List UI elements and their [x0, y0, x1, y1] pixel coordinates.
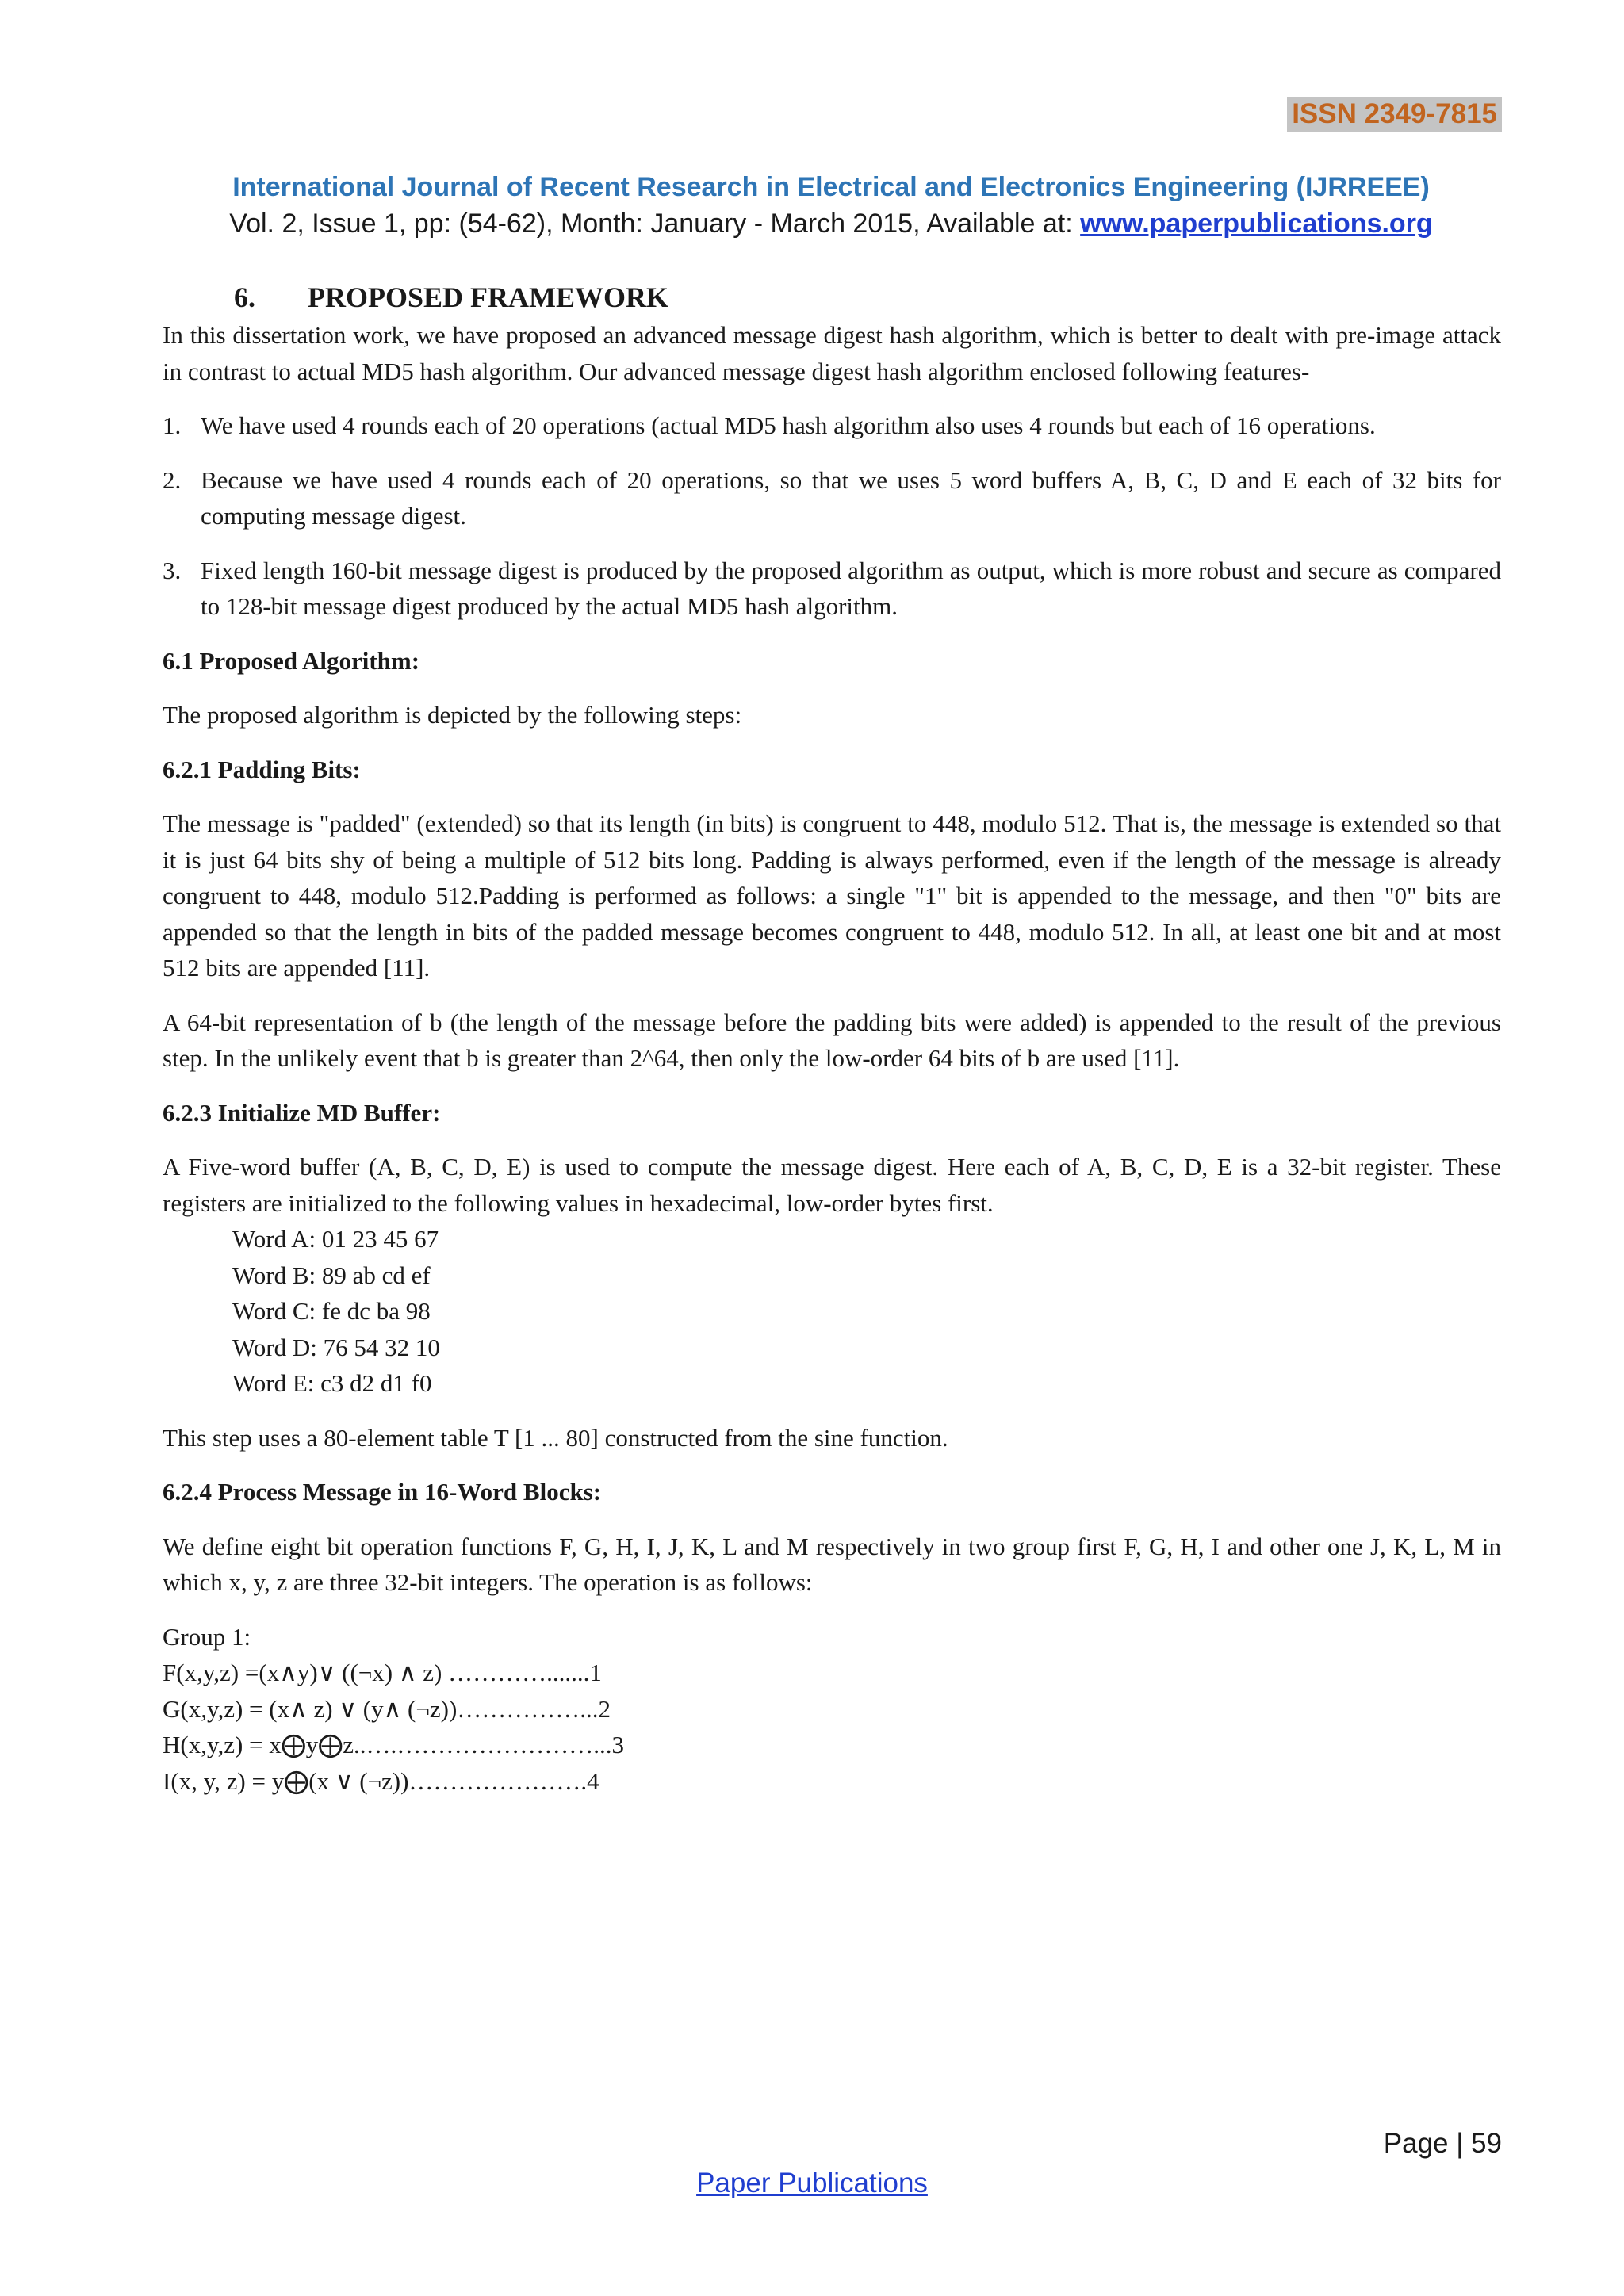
section-heading [163, 277, 1501, 317]
footer-publisher [0, 2166, 1624, 2201]
list-text: Because we have used 4 rounds each of 20 operations, so that we uses 5 word buffers A, B, C, D and E each of 32 bits for computing message digest. [201, 465, 1501, 530]
formula-g: G(x,y,z) = (x∧ z) ∨ (y∧ (¬z))……………...2 [163, 1694, 611, 1723]
padding-paragraph-2: A 64-bit representation of b (the length of the message before the padding bits were added) is appended to the result of the previous step. In the unlikely event that b is greater than 2^64, then only the low-order 64 bits of b are used [11]. [163, 1008, 1501, 1072]
buffer-intro: A Five-word buffer (A, B, C, D, E) is used to compute the message digest. Here each of A, B, C, D, E is a 32-bit register. These registers are initialized to the following values in hexadecimal, low-order bytes first. [163, 1153, 1501, 1217]
group-label: Group 1: [163, 1622, 251, 1651]
word-c: Word C: fe dc ba 98 [232, 1297, 431, 1325]
list-number: 3. [163, 556, 182, 584]
buffer-heading: 6.2.3 Initialize MD Buffer: [163, 1098, 441, 1127]
list-item [163, 553, 1501, 625]
process-heading: 6.2.4 Process Message in 16-Word Blocks: [163, 1478, 602, 1506]
formula-i: I(x, y, z) = y⨁(x ∨ (¬z))………………….4 [163, 1766, 599, 1795]
publisher-link[interactable]: Paper Publications [696, 2168, 928, 2198]
list-number: 2. [163, 465, 182, 494]
section-number: 6. [234, 281, 255, 313]
algorithm-intro: The proposed algorithm is depicted by the following steps: [163, 701, 742, 729]
main-content [163, 277, 1501, 1799]
journal-title: International Journal of Recent Research in Electrical and Electronics Engineering (IJRREEE) [232, 172, 1430, 202]
table-note: This step uses a 80-element table T [1 ... 80] constructed from the sine function. [163, 1423, 948, 1452]
list-text: We have used 4 rounds each of 20 operations (actual MD5 hash algorithm also uses 4 rounds but each of 16 operations. [201, 411, 1376, 439]
formula-f: F(x,y,z) =(x∧y)∨ ((¬x) ∧ z) ………….......1 [163, 1659, 602, 1686]
padding-heading: 6.2.1 Padding Bits: [163, 755, 361, 783]
intro-paragraph: In this dissertation work, we have proposed an advanced message digest hash algorithm, which is better to dealt with pre-image attack in contrast to actual MD5 hash algorithm. Our advanced message digest hash algorithm enclosed following features- [163, 321, 1501, 385]
website-link[interactable]: www.paperpublications.org [1080, 209, 1433, 239]
list-number: 1. [163, 411, 182, 439]
word-b: Word B: 89 ab cd ef [232, 1261, 431, 1289]
volume-line [0, 206, 1624, 241]
word-d: Word D: 76 54 32 10 [232, 1333, 440, 1361]
padding-paragraph-1: The message is "padded" (extended) so that its length (in bits) is congruent to 448, modulo 512. That is, the message is extended so that it is just 64 bits shy of being a multiple of 512 bits long. Padding is always performed, even if the length of the message is already congruent to 448, modulo 512.Padding is performed as follows: a single "1" bit is appended to the message, and then "0" bits are appended so that the length in bits of the padded message becomes congruent to 448, modulo 512. In all, at least one bit and at most 512 bits are appended [11]. [163, 809, 1501, 982]
word-e: Word E: c3 d2 d1 f0 [232, 1369, 432, 1397]
issn-label: ISSN 2349-7815 [1287, 97, 1502, 132]
feature-list [163, 408, 1501, 625]
process-intro: We define eight bit operation functions F, G, H, I, J, K, L and M respectively in two group first F, G, H, I and other one J, K, L, M in which x, y, z are three 32-bit integers. The operation is as follows: [163, 1532, 1501, 1596]
volume-text: Vol. 2, Issue 1, pp: (54-62), Month: January - March 2015, Available at: [229, 209, 1081, 239]
word-a: Word A: 01 23 45 67 [232, 1225, 439, 1253]
section-title: PROPOSED FRAMEWORK [308, 281, 668, 313]
page-number: Page | 59 [1383, 2128, 1502, 2159]
list-item [163, 408, 1501, 444]
list-item [163, 462, 1501, 534]
algorithm-heading: 6.1 Proposed Algorithm: [163, 646, 420, 675]
formula-h: H(x,y,z) = x⨁y⨁z..….……………………...3 [163, 1731, 625, 1758]
list-text: Fixed length 160-bit message digest is produced by the proposed algorithm as output, which is more robust and secure as compared to 128-bit message digest produced by the actual MD5 hash algorithm. [201, 556, 1501, 620]
